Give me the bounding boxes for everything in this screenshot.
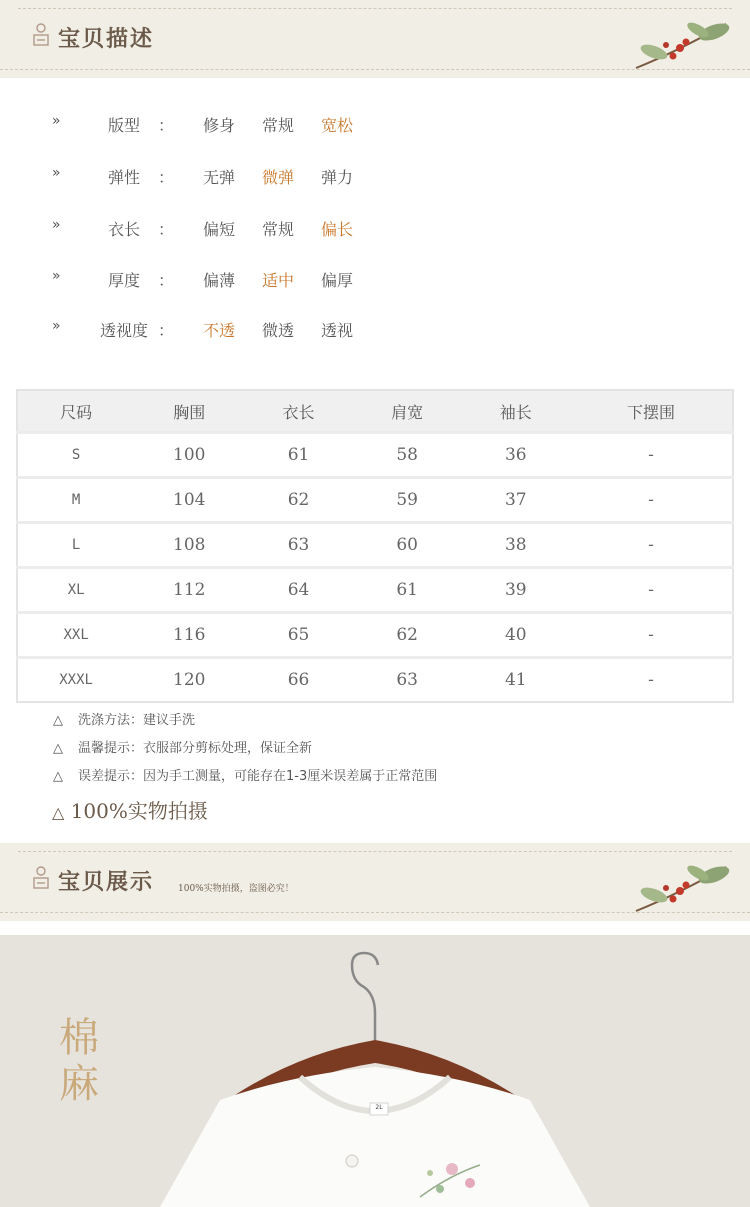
note-text: 温馨提示：衣服部分剪标处理，保证全新 bbox=[78, 741, 313, 756]
triangle-icon: △ bbox=[52, 803, 65, 822]
attr-option: 偏厚 bbox=[321, 271, 354, 290]
attr-row-elasticity bbox=[0, 165, 750, 189]
product-photo bbox=[0, 935, 750, 1207]
table-cell: 63 bbox=[244, 523, 353, 568]
triangle-icon: △ bbox=[53, 713, 63, 728]
table-cell: M bbox=[17, 478, 134, 523]
table-cell: XXXL bbox=[17, 658, 134, 703]
attr-option: 修身 bbox=[203, 116, 236, 135]
double-chevron-icon: » bbox=[52, 217, 61, 233]
size-tag: 2L bbox=[375, 1104, 383, 1111]
table-cell: 41 bbox=[461, 658, 570, 703]
attr-option-selected: 偏长 bbox=[321, 220, 354, 239]
table-cell: 64 bbox=[244, 568, 353, 613]
table-cell: 104 bbox=[134, 478, 244, 523]
attr-row-fit bbox=[0, 113, 750, 137]
table-header-row bbox=[17, 390, 733, 433]
attr-option-selected: 适中 bbox=[262, 271, 295, 290]
attr-row-transparency bbox=[0, 318, 750, 342]
column-header: 袖长 bbox=[461, 390, 570, 433]
table-cell: 60 bbox=[353, 523, 462, 568]
attr-colon: ： bbox=[158, 168, 175, 187]
table-cell: 62 bbox=[244, 478, 353, 523]
table-row bbox=[17, 523, 733, 568]
column-header: 下摆围 bbox=[570, 390, 733, 433]
attr-option-selected: 不透 bbox=[203, 321, 236, 340]
attr-row-thickness bbox=[0, 268, 750, 292]
flower-stamp-icon bbox=[30, 22, 52, 48]
section-title: 宝贝展示 bbox=[58, 869, 155, 895]
table-row bbox=[17, 433, 733, 478]
attr-option: 弹力 bbox=[321, 168, 354, 187]
table-cell: L bbox=[17, 523, 134, 568]
table-cell: 36 bbox=[461, 433, 570, 478]
table-cell: 40 bbox=[461, 613, 570, 658]
table-cell: XXL bbox=[17, 613, 134, 658]
table-cell: XL bbox=[17, 568, 134, 613]
table-cell: 65 bbox=[244, 613, 353, 658]
attr-label: 版型 bbox=[107, 116, 140, 135]
attr-row-length bbox=[0, 217, 750, 241]
divider bbox=[18, 851, 732, 852]
attr-option: 常规 bbox=[262, 116, 295, 135]
table-row bbox=[17, 613, 733, 658]
column-header: 尺码 bbox=[17, 390, 134, 433]
double-chevron-icon: » bbox=[52, 318, 61, 334]
table-cell: 37 bbox=[461, 478, 570, 523]
table-row bbox=[17, 658, 733, 703]
table-cell: 38 bbox=[461, 523, 570, 568]
table-cell: 61 bbox=[244, 433, 353, 478]
attr-option: 偏短 bbox=[203, 220, 236, 239]
note-washing bbox=[53, 709, 195, 728]
divider bbox=[0, 69, 750, 70]
attr-label: 衣长 bbox=[107, 220, 140, 239]
table-cell: 39 bbox=[461, 568, 570, 613]
table-cell: - bbox=[570, 658, 733, 703]
note-text: 误差提示：因为手工测量，可能存在1-3厘米误差属于正常范围 bbox=[78, 769, 438, 784]
double-chevron-icon: » bbox=[52, 268, 61, 284]
note-error bbox=[53, 765, 437, 784]
section-header-display bbox=[0, 843, 750, 921]
table-row bbox=[17, 568, 733, 613]
section-subtitle: 100%实物拍摄，盗图必究！ bbox=[178, 884, 294, 894]
size-table bbox=[16, 389, 734, 703]
flower-stamp-icon bbox=[30, 865, 52, 891]
section-title: 宝贝描述 bbox=[58, 26, 155, 52]
berry-branch-icon bbox=[626, 12, 736, 72]
double-chevron-icon: » bbox=[52, 165, 61, 181]
column-header: 胸围 bbox=[134, 390, 244, 433]
attr-option-selected: 微弹 bbox=[262, 168, 295, 187]
double-chevron-icon: » bbox=[52, 113, 61, 129]
table-cell: 116 bbox=[134, 613, 244, 658]
note-highlight: 100%实物拍摄 bbox=[70, 799, 208, 823]
cotton-linen-label: 棉麻 bbox=[59, 1015, 99, 1107]
table-cell: - bbox=[570, 568, 733, 613]
shirt-on-hanger-image bbox=[0, 935, 750, 1207]
column-header: 肩宽 bbox=[353, 390, 462, 433]
attr-colon: ： bbox=[158, 271, 175, 290]
attr-label: 厚度 bbox=[107, 271, 140, 290]
attr-option: 透视 bbox=[321, 321, 354, 340]
attr-option: 无弹 bbox=[203, 168, 236, 187]
triangle-icon: △ bbox=[53, 769, 63, 784]
table-cell: 66 bbox=[244, 658, 353, 703]
note-tips bbox=[53, 737, 312, 756]
attr-label: 弹性 bbox=[107, 168, 140, 187]
table-cell: - bbox=[570, 523, 733, 568]
attr-colon: ： bbox=[158, 220, 175, 239]
attr-colon: ： bbox=[158, 116, 175, 135]
triangle-icon: △ bbox=[53, 741, 63, 756]
section-header-description bbox=[0, 0, 750, 78]
note-text: 洗涤方法：建议手洗 bbox=[78, 713, 196, 728]
table-cell: 100 bbox=[134, 433, 244, 478]
attr-colon: ： bbox=[158, 321, 175, 340]
attr-option: 微透 bbox=[262, 321, 295, 340]
table-cell: 62 bbox=[353, 613, 462, 658]
table-cell: 120 bbox=[134, 658, 244, 703]
table-cell: 61 bbox=[353, 568, 462, 613]
attr-label: 透视度 bbox=[99, 321, 148, 340]
divider bbox=[0, 912, 750, 913]
divider bbox=[18, 8, 732, 9]
table-cell: 59 bbox=[353, 478, 462, 523]
table-cell: 108 bbox=[134, 523, 244, 568]
attr-option: 常规 bbox=[262, 220, 295, 239]
note-real-photo bbox=[52, 795, 208, 824]
berry-branch-icon bbox=[626, 855, 736, 915]
attr-option-selected: 宽松 bbox=[321, 116, 354, 135]
table-cell: - bbox=[570, 613, 733, 658]
table-cell: 58 bbox=[353, 433, 462, 478]
column-header: 衣长 bbox=[244, 390, 353, 433]
table-cell: S bbox=[17, 433, 134, 478]
attr-option: 偏薄 bbox=[203, 271, 236, 290]
table-cell: - bbox=[570, 478, 733, 523]
table-cell: - bbox=[570, 433, 733, 478]
table-row bbox=[17, 478, 733, 523]
table-cell: 63 bbox=[353, 658, 462, 703]
table-cell: 112 bbox=[134, 568, 244, 613]
